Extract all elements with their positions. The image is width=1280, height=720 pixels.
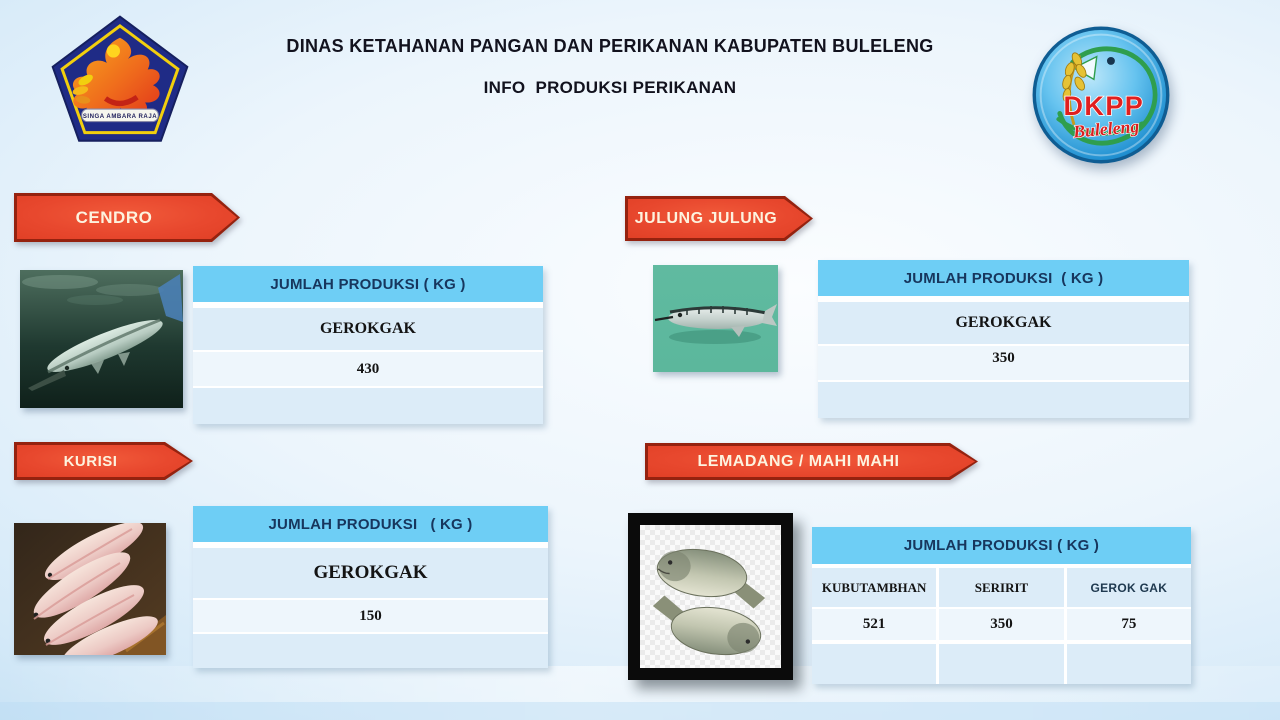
dkpp-logo-graphic: [1030, 20, 1172, 170]
section-banner-julung-julung: [625, 196, 813, 241]
section-banner-cendro: [14, 193, 240, 242]
table-header: JUMLAH PRODUKSI ( KG ): [193, 266, 543, 302]
kurisi-fish-photo: [14, 523, 166, 655]
table-header: JUMLAH PRODUKSI ( KG ): [812, 527, 1191, 564]
checker-background: [640, 525, 781, 668]
table-value-cell: 350: [818, 346, 1189, 380]
table-location-cell: GEROKGAK: [193, 308, 543, 350]
section-banner-kurisi: [14, 442, 193, 480]
julung-julung-production-table: [818, 260, 1189, 418]
table-header: JUMLAH PRODUKSI ( KG ): [193, 506, 548, 542]
table-value-cell: 430: [193, 352, 543, 386]
banner-label: KURISI: [63, 452, 118, 470]
pentagon-emblem-graphic: [44, 14, 196, 146]
banner-label: CENDRO: [75, 207, 153, 227]
page-title: DINAS KETAHANAN PANGAN DAN PERIKANAN KABUPATEN BULELENG: [286, 36, 934, 56]
julung-julung-fish-photo: [653, 265, 778, 372]
dkpp-buleleng-logo: [1030, 20, 1172, 170]
table-empty-row: [193, 388, 543, 424]
table-empty-cell: [812, 644, 936, 684]
dkpp-logo-acronym: DKPP: [1063, 90, 1145, 121]
page-subtitle: INFO PRODUKSI PERIKANAN: [483, 78, 737, 97]
table-value-cell: 150: [193, 600, 548, 632]
emblem-ribbon-text: SINGA AMBARA RAJA: [82, 114, 158, 121]
table-location-cell: GEROKGAK: [818, 302, 1189, 344]
cendro-fish-photo: [20, 270, 183, 408]
table-empty-cell: [1067, 644, 1191, 684]
banner-label: JULUNG JULUNG: [634, 209, 778, 227]
table-column-seririt: SERIRIT: [939, 568, 1063, 607]
table-value-cell: 350: [939, 609, 1063, 640]
table-column-gerok-gak: GEROK GAK: [1067, 568, 1191, 607]
table-location-cell: GEROKGAK: [193, 548, 548, 598]
buleleng-regency-emblem: [44, 14, 196, 146]
lemadang-production-table: [812, 527, 1191, 684]
table-empty-cell: [939, 644, 1063, 684]
table-empty-row: [193, 634, 548, 668]
section-banner-lemadang-mahi-mahi: [645, 443, 978, 480]
dkpp-logo-script: Buleleng: [1072, 115, 1140, 142]
table-value-cell: 75: [1067, 609, 1191, 640]
lemadang-fish-photo: [628, 513, 793, 680]
table-empty-row: [818, 382, 1189, 418]
table-header: JUMLAH PRODUKSI ( KG ): [818, 260, 1189, 296]
banner-label: LEMADANG / MAHI MAHI: [697, 452, 900, 470]
kurisi-production-table: [193, 506, 548, 668]
cendro-production-table: [193, 266, 543, 424]
table-column-kubutambhan: KUBUTAMBHAN: [812, 568, 936, 607]
table-value-cell: 521: [812, 609, 936, 640]
background-band: [0, 702, 1280, 720]
